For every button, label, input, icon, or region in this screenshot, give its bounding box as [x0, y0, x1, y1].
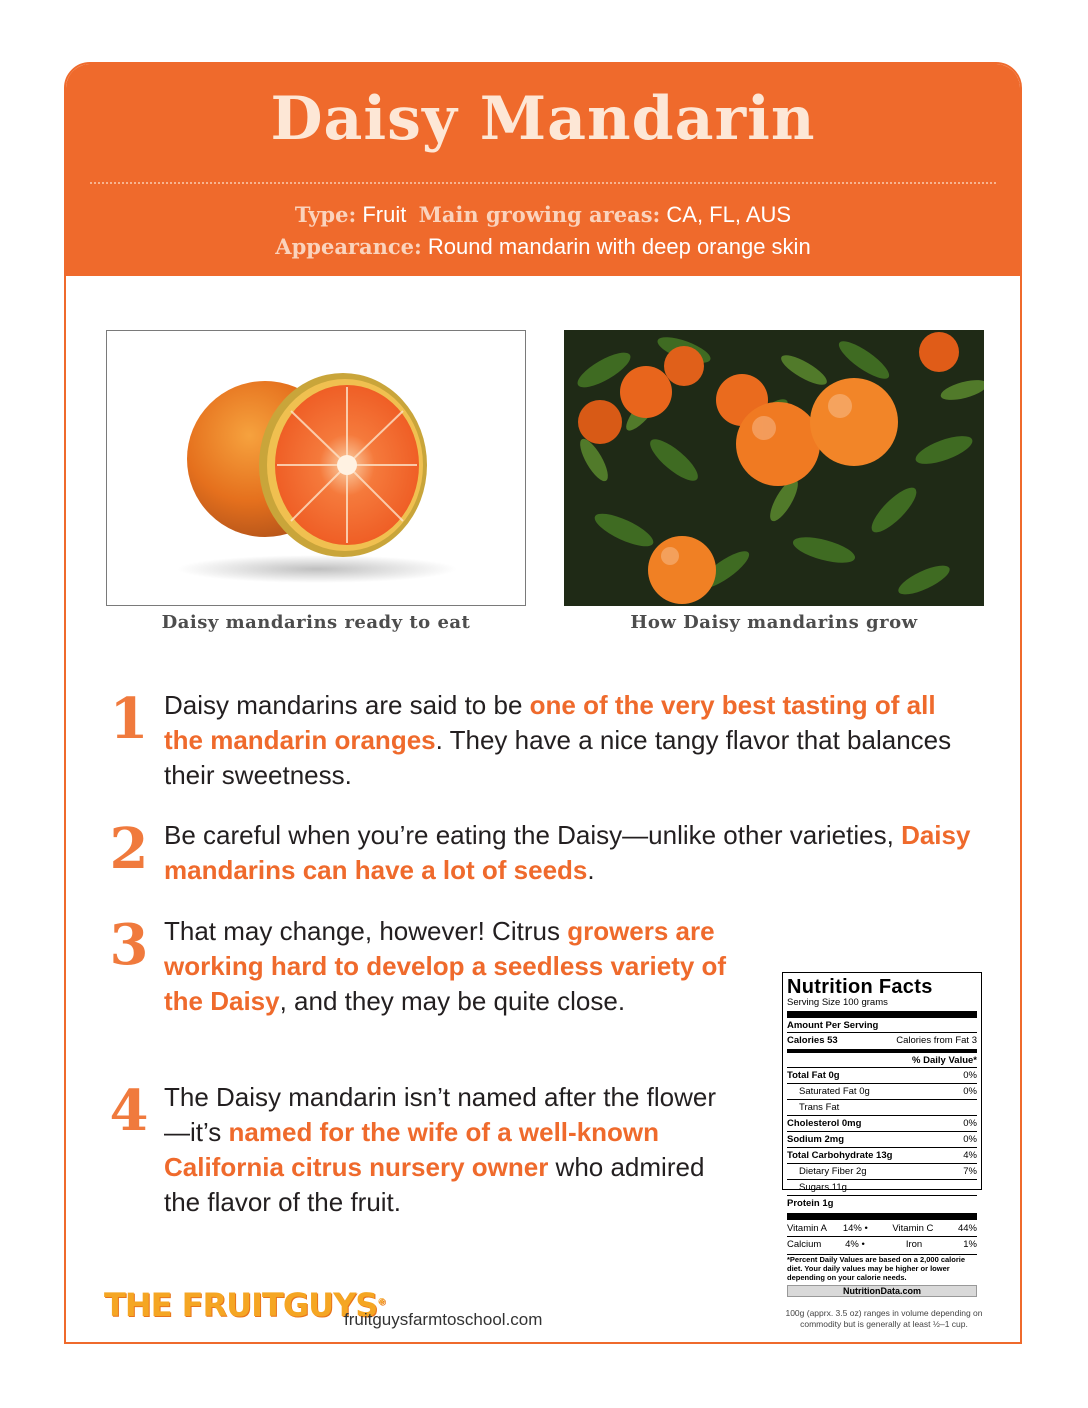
- nutrient-label: Cholesterol 0mg: [787, 1118, 862, 1129]
- fact-text-plain: .: [587, 855, 595, 885]
- mandarin-tree-photo: [564, 330, 984, 606]
- growing-areas-value: CA, FL, AUS: [660, 202, 792, 227]
- calcium-value: 4%: [845, 1239, 859, 1250]
- registered-mark: ®: [377, 1297, 386, 1308]
- meta-line-2: [66, 234, 1020, 260]
- growing-areas-label: Main growing areas:: [418, 202, 661, 227]
- mineral-row: Calcium 4% • Iron 1%: [787, 1236, 977, 1252]
- serving-size: Serving Size 100 grams: [787, 997, 888, 1008]
- nutrient-row: [787, 1131, 977, 1147]
- nutrient-row: [787, 1115, 977, 1131]
- vitamin-a-value: 14%: [842, 1223, 862, 1234]
- nutrient-label: Total Carbohydrate 13g: [787, 1150, 893, 1161]
- amount-per-serving: Amount Per Serving: [787, 1020, 879, 1031]
- dotted-divider: [90, 182, 996, 184]
- type-value: Fruit: [356, 202, 407, 227]
- header-banner: [66, 64, 1020, 276]
- fact-number: 2: [109, 816, 149, 882]
- type-label: Type:: [294, 202, 357, 227]
- vitamin-a-label: Vitamin A: [787, 1223, 827, 1234]
- nutrient-label: Saturated Fat 0g: [799, 1086, 870, 1097]
- fact-text-plain: who admired the flavor of the fruit.: [164, 1152, 705, 1217]
- nutrition-footnote: *Percent Daily Values are based on a 2,000 calorie diet. Your daily values may be higher or lower depending on your calorie needs.: [787, 1254, 977, 1282]
- fact-number: 3: [109, 912, 149, 978]
- fact-text-highlight: named for the wife of a well-known California citrus nursery owner: [164, 1117, 660, 1182]
- nutrition-facts-label: [782, 972, 982, 1296]
- mandarin-halved-photo: [106, 330, 526, 606]
- nutrient-row: [787, 1179, 977, 1195]
- serving-footnote: 100g (apprx. 3.5 oz) ranges in volume depending on commodity but is generally at least ½–1 cup.: [785, 1308, 983, 1329]
- nutrient-value: 0%: [963, 1134, 977, 1145]
- fact-text-plain: Daisy mandarins are said to be: [164, 690, 530, 720]
- vitamin-c-value: 44%: [957, 1223, 977, 1234]
- nutrient-value: 0%: [963, 1070, 977, 1081]
- calories-fat: Calories from Fat 3: [896, 1035, 977, 1046]
- fact-text: [164, 1080, 724, 1220]
- meta-line-1: [66, 202, 1020, 228]
- fact-text-plain: . They have a nice tangy flavor that balances their sweetness.: [164, 725, 952, 790]
- iron-label: Iron: [905, 1239, 923, 1250]
- nutrient-label: Protein 1g: [787, 1198, 834, 1209]
- fact-text: [164, 914, 734, 1019]
- iron-value: 1%: [963, 1239, 977, 1250]
- fact-sheet-card: [64, 62, 1022, 1344]
- vitamin-c-label: Vitamin C: [892, 1223, 934, 1234]
- nutrient-label: Sugars 11g: [799, 1182, 847, 1193]
- caption-ready-to-eat: Daisy mandarins ready to eat: [161, 612, 471, 633]
- calories-label: Calories 53: [787, 1035, 838, 1046]
- nutrition-title: Nutrition Facts: [787, 976, 933, 998]
- divider: [787, 1011, 977, 1018]
- nutrient-label: Trans Fat: [799, 1102, 840, 1113]
- nutrient-label: Sodium 2mg: [787, 1134, 845, 1145]
- website-link[interactable]: fruitguysfarmtoschool.com: [344, 1310, 543, 1329]
- logo-text: THE FRUITGUYS: [104, 1286, 378, 1324]
- fact-number: 4: [109, 1078, 149, 1144]
- divider: [787, 1213, 977, 1220]
- fact-text-plain: Be careful when you’re eating the Daisy—unlike other varieties,: [164, 820, 902, 850]
- fact-text-plain: , and they may be quite close.: [279, 986, 626, 1016]
- nutrient-value: 4%: [963, 1150, 977, 1161]
- nutrient-row: [787, 1067, 977, 1083]
- nutrition-source: NutritionData.com: [787, 1285, 977, 1297]
- page-title: Daisy Mandarin: [270, 84, 816, 154]
- fact-text-plain: The Daisy mandarin isn’t named after the flower—it’s: [164, 1082, 717, 1147]
- nutrient-row: [787, 1099, 977, 1115]
- nutrient-value: 0%: [963, 1118, 977, 1129]
- fact-number: 1: [109, 686, 149, 752]
- calories-row: [787, 1032, 977, 1048]
- nutrient-row: [787, 1163, 977, 1179]
- nutrient-label: Dietary Fiber 2g: [799, 1166, 867, 1177]
- nutrient-row: [787, 1195, 977, 1211]
- fact-text-highlight: Daisy mandarins can have a lot of seeds: [164, 820, 971, 885]
- appearance-label: Appearance:: [275, 234, 422, 259]
- fact-text: [164, 688, 974, 793]
- calcium-label: Calcium: [787, 1239, 822, 1250]
- fact-text-highlight: one of the very best tasting of all the mandarin oranges: [164, 690, 936, 755]
- caption-how-grow: How Daisy mandarins grow: [630, 612, 918, 633]
- nutrient-value: 7%: [963, 1166, 977, 1177]
- nutrient-row: [787, 1147, 977, 1163]
- appearance-value: Round mandarin with deep orange skin: [421, 234, 811, 259]
- daily-value-header: % Daily Value*: [912, 1055, 977, 1066]
- nutrient-row: [787, 1083, 977, 1099]
- fact-text-highlight: growers are working hard to develop a seedless variety of the Daisy: [164, 916, 727, 1016]
- divider: [787, 1049, 977, 1053]
- fact-text: [164, 818, 984, 888]
- fact-text-plain: That may change, however! Citrus: [164, 916, 568, 946]
- vitamin-row: Vitamin A 14% • Vitamin C 44%: [787, 1223, 977, 1234]
- nutrient-label: Total Fat 0g: [787, 1070, 840, 1081]
- nutrient-value: 0%: [963, 1086, 977, 1097]
